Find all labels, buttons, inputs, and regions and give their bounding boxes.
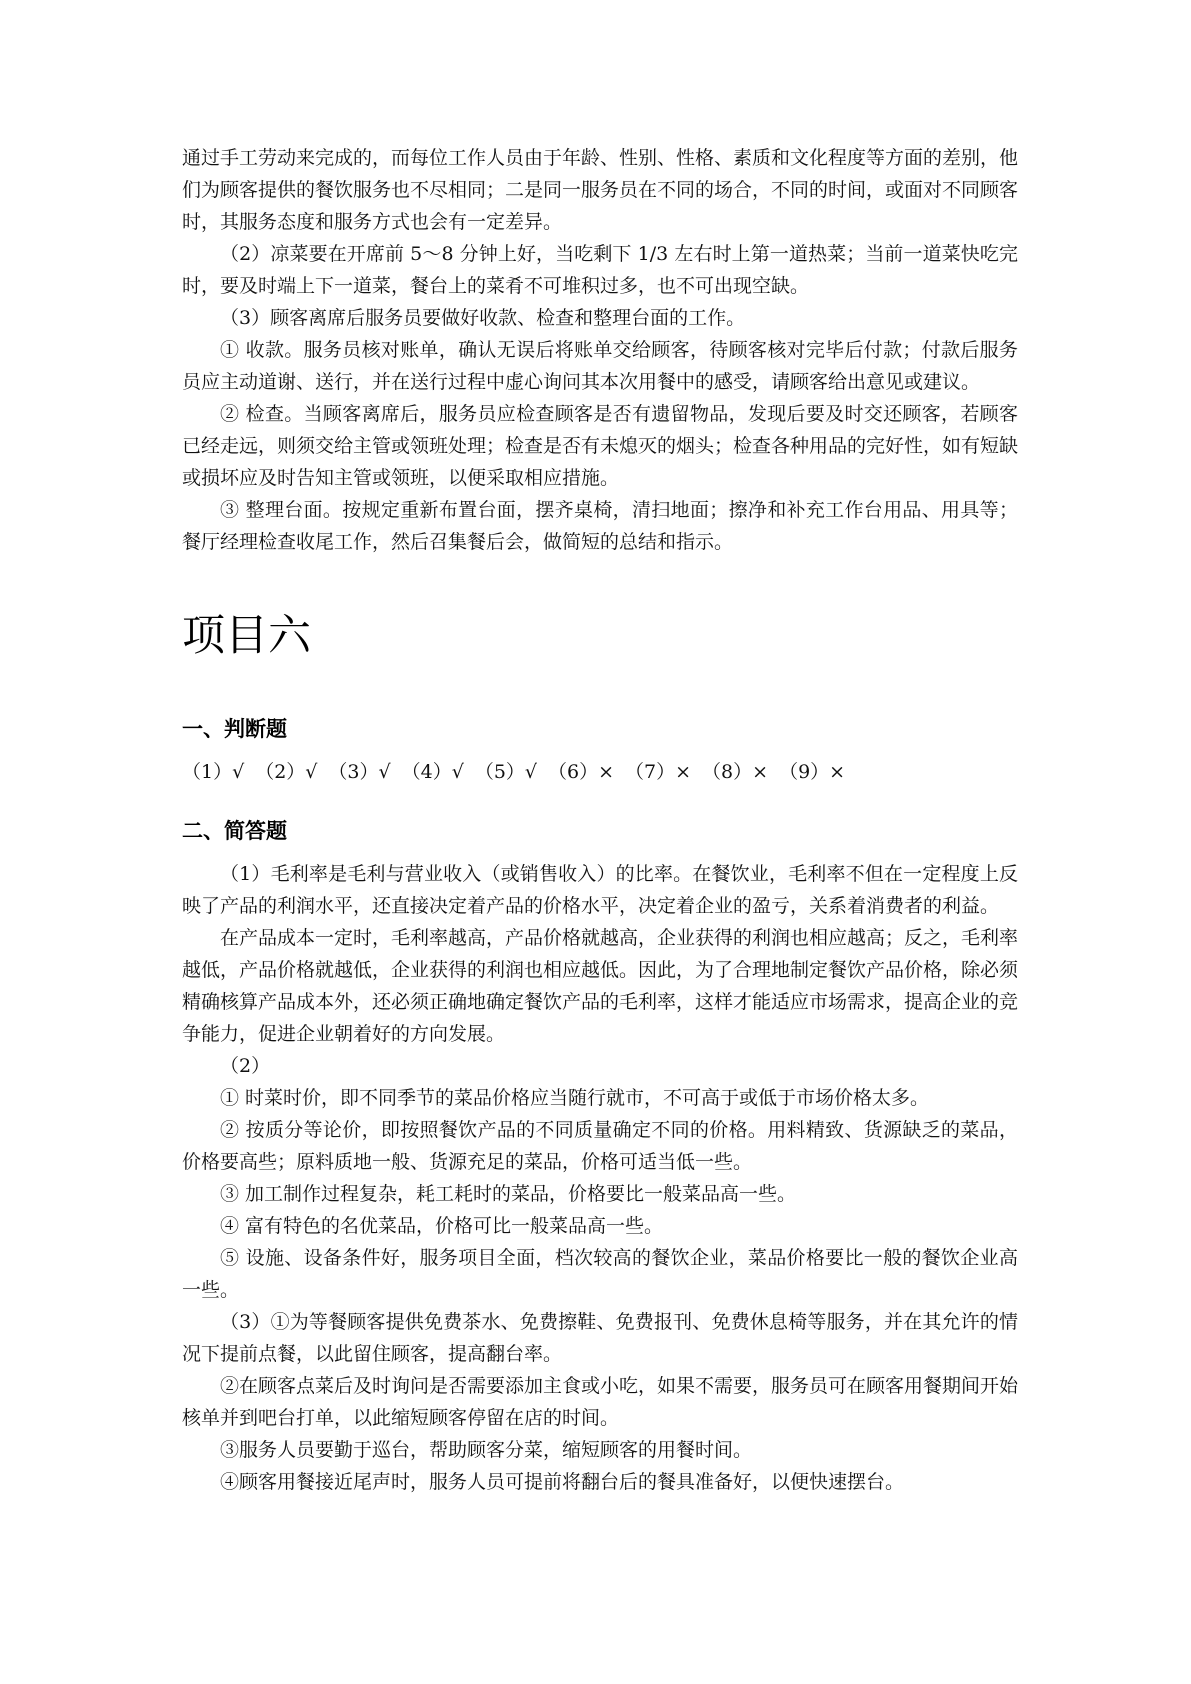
answer-list xyxy=(182,756,1018,788)
paragraph: ③ 整理台面。按规定重新布置台面，摆齐桌椅，清扫地面；擦净和补充工作台用品、用具等；餐厅经理检查收尾工作，然后召集餐后会，做简短的总结和指示。 xyxy=(182,499,1018,553)
paragraph: ② 按质分等论价，即按照餐饮产品的不同质量确定不同的价格。用料精致、货源缺乏的菜品，价格要高些；原料质地一般、货源充足的菜品，价格可适当低一些。 xyxy=(182,1119,1018,1173)
answer-item: （5）√ xyxy=(474,761,538,783)
paragraph: （3）顾客离席后服务员要做好收款、检查和整理台面的工作。 xyxy=(220,307,746,329)
paragraph: （2） xyxy=(220,1055,271,1077)
paragraph: ① 收款。服务员核对账单，确认无误后将账单交给顾客，待顾客核对完毕后付款；付款后服务员应主动道谢、送行，并在送行过程中虚心询问其本次用餐中的感受，请顾客给出意见或建议。 xyxy=(182,339,1018,393)
short-answer-body xyxy=(182,858,1018,1498)
paragraph: ① 时菜时价，即不同季节的菜品价格应当随行就市，不可高于或低于市场价格太多。 xyxy=(220,1087,930,1109)
paragraph: （3）①为等餐顾客提供免费茶水、免费擦鞋、免费报刊、免费休息椅等服务，并在其允许的情况下提前点餐，以此留住顾客，提高翻台率。 xyxy=(182,1311,1018,1365)
section-heading-short-answer: 二、简答题 xyxy=(182,819,287,843)
paragraph: ⑤ 设施、设备条件好，服务项目全面，档次较高的餐饮企业，菜品价格要比一般的餐饮企业高一些。 xyxy=(182,1247,1018,1301)
project-title: 项目六 xyxy=(182,611,311,661)
paragraph: （2）凉菜要在开席前 5～8 分钟上好，当吃剩下 1/3 左右时上第一道热菜；当前一道菜快吃完时，要及时端上下一道菜，餐台上的菜肴不可堆积过多，也不可出现空缺。 xyxy=(182,243,1018,297)
paragraph: （1）毛利率是毛利与营业收入（或销售收入）的比率。在餐饮业，毛利率不但在一定程度上反映了产品的利润水平，还直接决定着产品的价格水平，决定着企业的盈亏，关系着消费者的利益。 xyxy=(182,863,1018,917)
section-heading-judgement: 一、判断题 xyxy=(182,717,287,741)
answer-item: （3）√ xyxy=(328,761,391,783)
answer-item: （2）√ xyxy=(255,761,318,783)
paragraph: 通过手工劳动来完成的，而每位工作人员由于年龄、性别、性格、素质和文化程度等方面的差别，他们为顾客提供的餐饮服务也不尽相同；二是同一服务员在不同的场合，不同的时间，或面对不同顾客时，其服务态度和服务方式也会有一定差异。 xyxy=(182,147,1019,233)
answer-item: （1）√ xyxy=(182,761,245,783)
answer-item: （9）× xyxy=(779,761,846,783)
paragraph: 在产品成本一定时，毛利率越高，产品价格就越高，企业获得的利润也相应越高；反之，毛利率越低，产品价格就越低，企业获得的利润也相应越低。因此，为了合理地制定餐饮产品价格，除必须精确核算产品成本外，还必须正确地确定餐饮产品的毛利率，这样才能适应市场需求，提高企业的竞争能力，促进企业朝着好的方向发展。 xyxy=(182,927,1019,1045)
paragraph: ③ 加工制作过程复杂，耗工耗时的菜品，价格要比一般菜品高一些。 xyxy=(220,1183,797,1205)
paragraph: ④ 富有特色的名优菜品，价格可比一般菜品高一些。 xyxy=(220,1215,664,1237)
answer-item: （6）× xyxy=(548,761,615,783)
document-page xyxy=(182,142,1018,1498)
paragraph: ③服务人员要勤于巡台，帮助顾客分菜，缩短顾客的用餐时间。 xyxy=(220,1439,753,1461)
paragraph: ② 检查。当顾客离席后，服务员应检查顾客是否有遗留物品，发现后要及时交还顾客，若顾客已经走远，则须交给主管或领班处理；检查是否有未熄灭的烟头；检查各种用品的完好性，如有短缺或损坏应及时告知主管或领班，以便采取相应措施。 xyxy=(182,403,1019,489)
paragraph: ②在顾客点菜后及时询问是否需要添加主食或小吃，如果不需要，服务员可在顾客用餐期间开始核单并到吧台打单，以此缩短顾客停留在店的时间。 xyxy=(182,1375,1019,1429)
answer-item: （4）√ xyxy=(401,761,464,783)
answer-item: （7）× xyxy=(625,761,692,783)
answer-item: （8）× xyxy=(702,761,769,783)
paragraph: ④顾客用餐接近尾声时，服务人员可提前将翻台后的餐具准备好，以便快速摆台。 xyxy=(220,1471,905,1493)
